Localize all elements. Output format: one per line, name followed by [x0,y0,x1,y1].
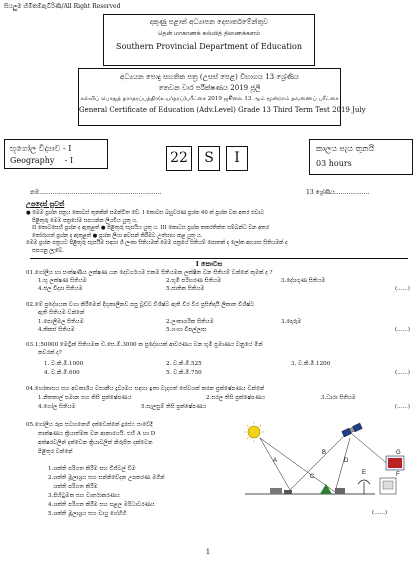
option-3[interactable]: 3.දොරුම [281,319,302,325]
time-box [309,139,413,175]
question-number: 05. [26,422,35,428]
department-english: Southern Provincial Department of Education [116,42,302,51]
grade-line: 13 ශ්‍රේණිය.................. [306,189,370,196]
option-5[interactable]: 5.සැලසුම් තිසි ප්‍රක්ෂේපණය [141,404,207,410]
label-f: F [396,472,400,478]
question-text-cont: අක්ෂරවලින් දක්වෙන ක්‍රියාවලින් නිරූපිත දක්වෙන [38,440,153,446]
option-5[interactable]: 5.ගංගා විපල්ලාස [166,327,207,333]
code-box-3: I [226,146,248,171]
question-text-cont: ඇති සිතියම වන්නේ [38,310,85,316]
option-4[interactable]: 4.ගෝල සිතියම [38,404,76,410]
label-d: D [344,458,349,464]
question-text-cont: තාක්ෂණය ක්‍රියාත්මක වන ආකාරයයි. එහි A හා D [38,431,156,437]
copyright-note: සියලුම හිමිකම්ඇවිරිණි/All Right Reserved [4,3,121,10]
question-5 [26,421,236,531]
question-2 [26,302,410,342]
satellite-icon [342,423,363,437]
code-box-2: S [198,146,220,171]
time-sinhala: කාලය පැය තුනයි [316,144,375,153]
question-text-cont: කවරක් ද? [38,350,62,356]
remote-sensing-illustration [240,420,410,514]
option-1[interactable]: 1.ශක්ති පරිගත කිරීම සහ ඩිජිටල් වීම [48,466,136,472]
option-3[interactable]: 3.ධාරා සිතියම [321,395,356,401]
question-text: 1:50000 මෙට්‍රික් සිතියමක ඩ.සෙ.මී.3000 ක ප්‍රදේශයක් ආවරණය වන භූමි ප්‍රමාණය වනුයේ මීන් [34,342,263,348]
instructions-heading: උපදෙස් සුවත් [26,200,65,208]
remote-sensing-diagram [240,420,410,514]
option-3[interactable]: 3.දේශගුණ සිතියම [281,278,326,284]
question-text-cont: පිළිතුර වන්නේ [38,449,73,455]
sun-icon [248,426,260,438]
question-3 [26,342,410,384]
question-1 [26,270,410,302]
instruction-line: ● මෙම ප්‍රශ්න පත්‍රය කොටස් තුනකින් සමන්විත වේ. I කොටස බහුවරණ ප්‍රශ්න 40 ක් ප්‍රශ්න වන අතර එවාට [26,210,264,216]
instruction-line: තෝරාගත් ප්‍රශ්න ද ඇතුළත් ● ප්‍රශ්න ලියා අවසන් කිරීමට උත්සාහ කළ යුතු ය. [32,232,203,239]
option-4[interactable]: 4.ශක්ති පරිගත කිරීම සහ පළල මරිධාවරණය [48,502,155,508]
subject-english: Geography - I [10,156,74,165]
question-text: ගෝලීය රූප සටහනෙහි දක්වෙන්නේ දුරස්ථ සංවේදී [34,422,153,428]
code-box-1: 22 [166,146,192,171]
question-number: 04. [26,386,35,392]
image-output [388,458,402,468]
option-5[interactable]: 5.ජාතික සිතියම [166,286,205,292]
ground-features [270,484,345,494]
label-g: G [396,450,401,456]
department-header-box [103,14,315,66]
answer-blank[interactable]: (......) [394,286,410,292]
page-number: 1 [205,548,211,556]
answer-blank[interactable]: (......) [394,370,410,376]
instruction-line: පිළිතුරු මෙම පත්‍රයේම සපයන්න ලියවිය යුතු ය. [32,217,138,224]
option-1[interactable]: 1. ව.කි.මී.1000 [44,361,84,367]
question-number: 03. [26,342,35,348]
question-4 [26,386,410,420]
question-number: 01. [26,270,35,276]
question-text: ගෝලීය හා සංක්ෂණීය ලක්ෂණ යන දෙවර්ගයම එකම සිතියමක ලක්ෂිත වන සිතියම් වන්නේ කුමක් ද ? [34,270,273,276]
exam-title-english: General Certificate of Education (Adv.Level) Grade 13 Third Term Test 2019 July [79,106,366,114]
question-text: මේ ප්‍රදේශයක වගා කිරීමෙන් දිගුකාලීනව පසු වූව්ව විශිෂ්‍ට ඇති වීර වීර ප්‍රසිතිදායී ලිකාත විශිෂ්‍ට [34,302,255,308]
option-1[interactable]: 1.භූ ලක්ෂණ සිතියම [38,278,87,284]
question-text: හෝකාසය සහ අවකාශීය වසානීය ද්‍රව්‍යමය සඳහා ඉතා වැදගත් සේවයක් කරන ප්‍රක්ෂේපණය වන්නේ [34,386,265,392]
section-title: I කොටස [195,260,223,268]
subject-box [4,139,108,169]
answer-blank[interactable]: (......) [372,510,388,516]
option-2[interactable]: 2.ලංකාගරික සිතියම [166,319,214,325]
label-b: B [322,450,327,456]
label-a: A [273,458,278,464]
option-2[interactable]: 2.භූමි පරිහරණ සිතියම [166,278,222,284]
exam-term-sinhala: තෙවන වාර පරීක්ෂණය 2019 ජූලි [158,84,261,92]
option-2-cont: ශක්ති පරිගත කිරීම [48,484,98,490]
instructions-block [26,210,406,256]
answer-blank[interactable]: (......) [394,327,410,333]
section-divider [30,258,408,259]
exam-header-box [78,68,366,126]
instruction-line: සපයනු ලැබේ. [32,247,64,254]
subject-sinhala: භූගෝල විද්‍යාව - I [10,144,72,153]
option-2[interactable]: 2.සරල තිසි ප්‍රක්ෂේපණය [206,395,266,401]
receiving-station-icon [358,480,370,494]
department-tamil: தென் மாகாணக் கல்வித் திணைக்களம் [157,30,261,37]
instruction-line: මෙම ප්‍රශ්න පත්‍රයට පිළිතුරු සැපයීම සඳහා ශී ලංකා සිතියමක් මෙම පත්‍රයේ සිතියම් පොතක් ද ලෝක අභ්‍යාස සිතියමක් ද [26,240,288,247]
option-1[interactable]: 1.පොලිමල සිතියම [38,319,84,325]
option-1[interactable]: 1.නිතකාල් සමාන සහ තිසි ප්‍රක්ෂේපණය [38,395,132,401]
exam-title-tamil: கல்விப் பொதுத் தராதரப்பத்திர(உயர்தரப்)பரீட்சை 2019 ஜூலை 13 ஆம் மூன்றாம் தவணைப் பரீட்சை [80,96,339,102]
department-sinhala: දකුණු පළාත් අධ්‍යාපන දෙපාර්තමේන්තුව [149,18,269,26]
option-2[interactable]: 2. ව.කි.මී.525 [166,361,202,367]
option-5[interactable]: 5.ශක්ති මූලාශ්‍රය සහ වායු ගේහිගී [48,511,127,517]
option-4[interactable]: 4.කිකස් සිතියම [38,327,75,333]
label-c: C [310,474,315,480]
option-4[interactable]: 4. ව.කි.මී.600 [44,370,80,376]
question-number: 02. [26,302,35,308]
answer-blank[interactable]: (......) [394,404,410,410]
option-3[interactable]: 3.පිහිටුමක සහ වාර්තාකරණය [48,493,120,499]
option-4[interactable]: 4.ජල විද්‍යා සිතියම [38,286,83,292]
exam-title-sinhala: අධ්‍යයන පොදු සහතික පත්‍ර (උසස් පෙළ) විභාගය 13 ශ්‍රේණිය [120,73,299,81]
option-5[interactable]: 5. ව.කි.මී.750 [166,370,202,376]
instruction-line: II කොටසෙහි ප්‍රශ්න ද ඇතුළත් ● පිළිතුරු සැපයිය යුතු ය. III කොටස ප්‍රශ්න තකරතිත්ත සම්බන්ධ වන අතර [32,225,269,232]
label-e: E [362,470,367,476]
name-line: නම................................................................ [30,189,162,196]
option-2[interactable]: 2.ශක්ති මූලාශ්‍රය සහ සන්නිවේදන උපකරණ මගින් [48,475,165,481]
option-3[interactable]: 3. ව.කි.මී.1200 [291,361,331,367]
time-english: 03 hours [316,159,352,168]
